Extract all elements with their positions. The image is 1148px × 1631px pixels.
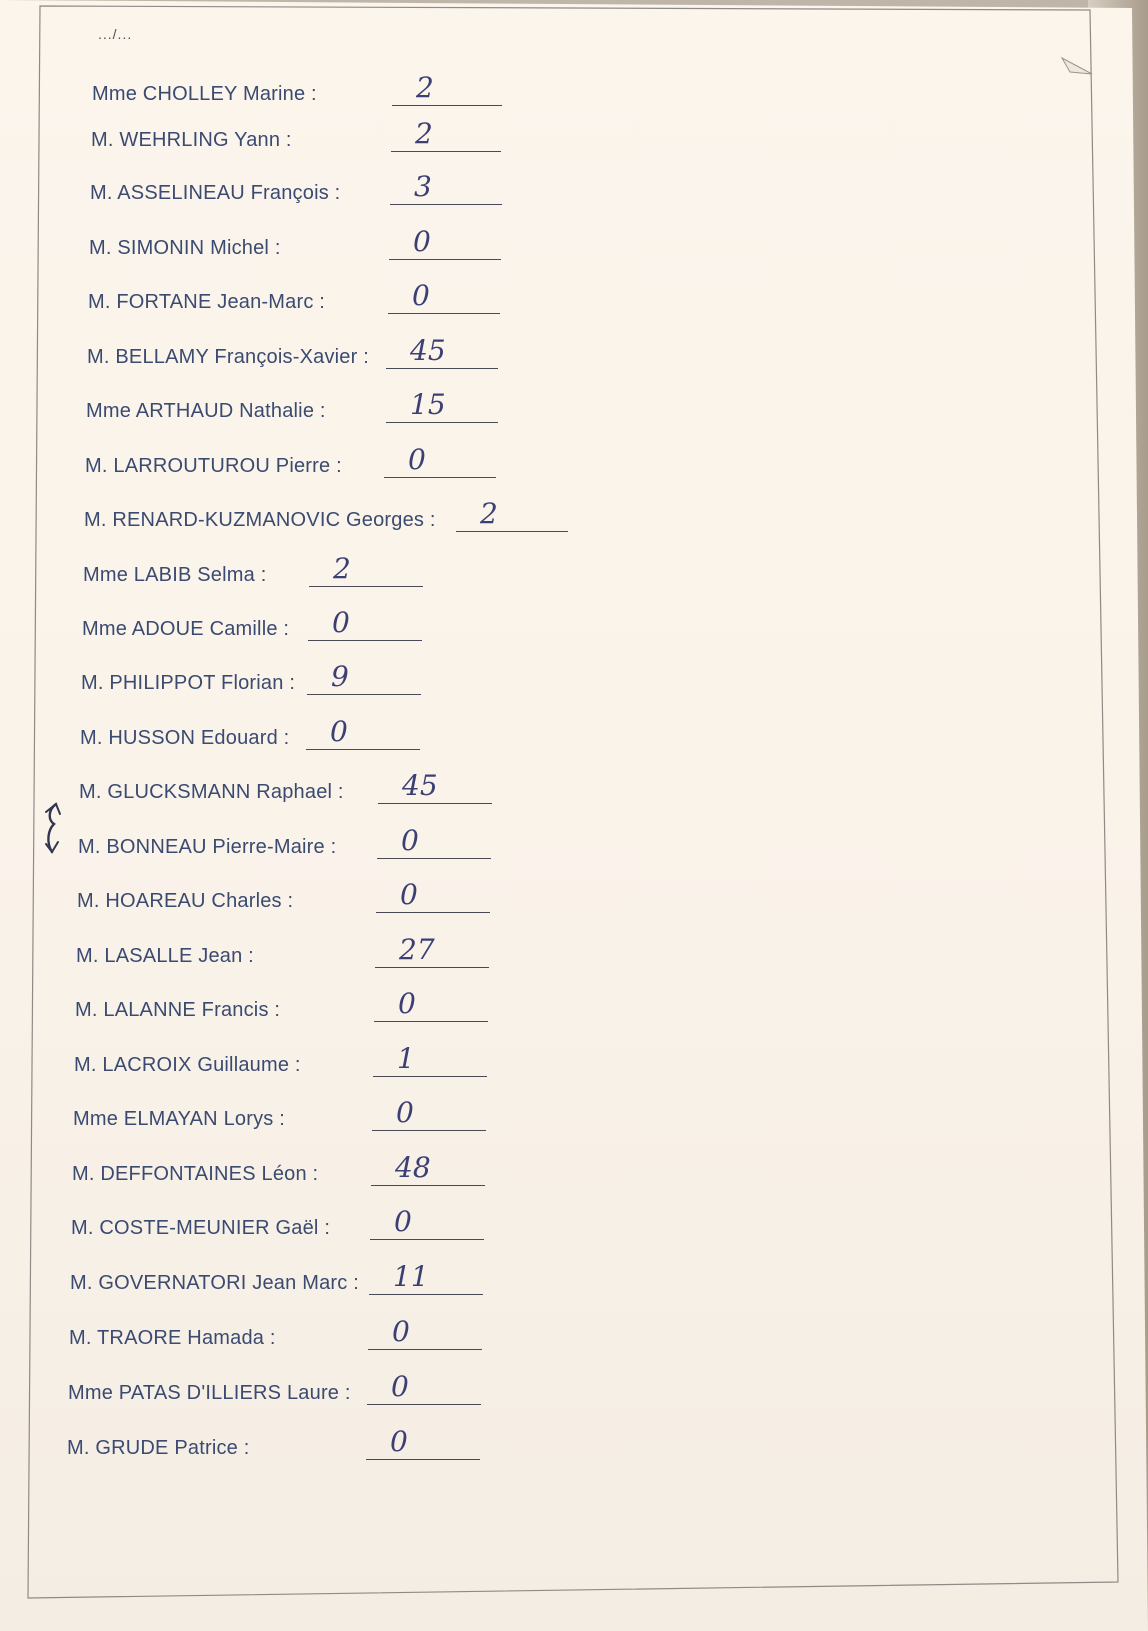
candidate-row — [77, 878, 490, 913]
candidate-row — [69, 1315, 482, 1350]
candidate-name: Mme ELMAYAN Lorys : — [73, 1108, 285, 1130]
handwritten-count: 2 — [415, 117, 433, 150]
handwritten-count: 45 — [410, 334, 446, 367]
continuation-mark: .../... — [98, 26, 133, 42]
value-blank-line — [370, 1215, 484, 1240]
handwritten-count: 45 — [402, 769, 438, 802]
handwritten-count: 0 — [392, 1315, 410, 1348]
handwritten-count: 0 — [398, 987, 416, 1020]
candidate-name: M. GOVERNATORI Jean Marc : — [70, 1272, 359, 1294]
candidate-name: M. FORTANE Jean-Marc : — [88, 291, 326, 313]
handwritten-count: 48 — [395, 1151, 431, 1184]
candidate-row — [80, 715, 420, 750]
candidate-row — [67, 1425, 480, 1460]
candidate-row — [79, 769, 492, 804]
handwritten-count: 27 — [399, 933, 435, 966]
handwritten-count: 0 — [401, 824, 419, 857]
candidate-name: Mme LABIB Selma : — [83, 564, 267, 586]
handwritten-count: 9 — [331, 660, 349, 693]
handwritten-count: 0 — [413, 225, 431, 258]
value-blank-line — [306, 725, 420, 750]
candidate-name: M. COSTE-MEUNIER Gaël : — [71, 1217, 331, 1239]
candidate-row — [88, 279, 500, 314]
candidate-row — [78, 824, 491, 859]
candidate-name: M. PHILIPPOT Florian : — [81, 672, 296, 694]
value-blank-line — [372, 1106, 486, 1131]
candidate-row — [84, 497, 568, 532]
candidate-name: M. RENARD-KUZMANOVIC Georges : — [84, 509, 436, 531]
candidate-row — [68, 1370, 481, 1405]
candidate-name: M. WEHRLING Yann : — [91, 129, 292, 151]
handwritten-count: 2 — [480, 497, 498, 530]
candidate-row — [70, 1260, 483, 1295]
candidate-name: M. LARROUTUROU Pierre : — [85, 455, 342, 477]
candidate-row — [81, 660, 421, 695]
candidate-name: M. GRUDE Patrice : — [67, 1437, 250, 1459]
handwritten-count: 0 — [408, 443, 426, 476]
value-blank-line — [388, 289, 500, 314]
handwritten-count: 0 — [332, 606, 350, 639]
candidate-name: M. BONNEAU Pierre-Maire : — [78, 836, 337, 858]
candidate-row — [89, 225, 501, 260]
handwritten-count: 2 — [416, 71, 434, 104]
value-blank-line — [308, 616, 422, 641]
handwritten-count: 0 — [394, 1205, 412, 1238]
candidate-name: M. SIMONIN Michel : — [89, 237, 281, 259]
candidate-row — [71, 1205, 484, 1240]
candidate-name: M. TRAORE Hamada : — [69, 1327, 276, 1349]
handwritten-count: 1 — [397, 1042, 415, 1075]
margin-bracket-mark — [40, 800, 66, 856]
handwritten-count: 11 — [393, 1260, 429, 1293]
value-blank-line — [389, 235, 501, 260]
value-blank-line — [456, 507, 568, 532]
candidate-name: M. HOAREAU Charles : — [77, 890, 294, 912]
handwritten-count: 0 — [400, 878, 418, 911]
candidate-name: Mme CHOLLEY Marine : — [92, 83, 317, 105]
candidate-name: Mme ADOUE Camille : — [82, 618, 290, 640]
value-blank-line — [309, 562, 423, 587]
value-blank-line — [384, 453, 496, 478]
handwritten-count: 2 — [333, 552, 351, 585]
handwritten-count: 0 — [330, 715, 348, 748]
candidate-row — [73, 1096, 486, 1131]
candidate-row — [90, 170, 502, 205]
candidate-name: M. GLUCKSMANN Raphael : — [79, 781, 344, 803]
value-blank-line — [307, 670, 421, 695]
candidate-name: Mme ARTHAUD Nathalie : — [86, 400, 326, 422]
value-blank-line — [373, 1052, 487, 1077]
candidate-row — [86, 388, 498, 423]
handwritten-count: 0 — [396, 1096, 414, 1129]
handwritten-count: 0 — [390, 1425, 408, 1458]
value-blank-line — [376, 888, 490, 913]
candidate-name: M. BELLAMY François-Xavier : — [87, 346, 369, 368]
handwritten-count: 0 — [391, 1370, 409, 1403]
candidate-row — [87, 334, 498, 369]
handwritten-count: 0 — [412, 279, 430, 312]
value-blank-line — [368, 1325, 482, 1350]
candidate-name: M. HUSSON Edouard : — [80, 727, 290, 749]
candidate-row — [82, 606, 422, 641]
candidate-name: M. LASALLE Jean : — [76, 945, 254, 967]
candidate-row — [76, 933, 489, 968]
candidate-row — [83, 552, 423, 587]
candidate-row — [75, 987, 488, 1022]
candidate-name: M. ASSELINEAU François : — [90, 182, 341, 204]
value-blank-line — [374, 997, 488, 1022]
value-blank-line — [366, 1435, 480, 1460]
candidate-name: M. LACROIX Guillaume : — [74, 1054, 301, 1076]
candidate-name: M. LALANNE Francis : — [75, 999, 281, 1021]
candidate-name: Mme PATAS D'ILLIERS Laure : — [68, 1382, 351, 1404]
candidate-name: M. DEFFONTAINES Léon : — [72, 1163, 319, 1185]
value-blank-line — [392, 81, 502, 106]
value-blank-line — [367, 1380, 481, 1405]
candidate-row — [85, 443, 496, 478]
candidate-row — [72, 1151, 485, 1186]
candidate-row — [92, 71, 502, 106]
value-blank-line — [391, 127, 501, 152]
handwritten-count: 15 — [410, 388, 446, 421]
handwritten-count: 3 — [414, 170, 432, 203]
candidate-row — [74, 1042, 487, 1077]
value-blank-line — [377, 834, 491, 859]
value-blank-line — [390, 180, 502, 205]
candidate-row — [91, 117, 501, 152]
